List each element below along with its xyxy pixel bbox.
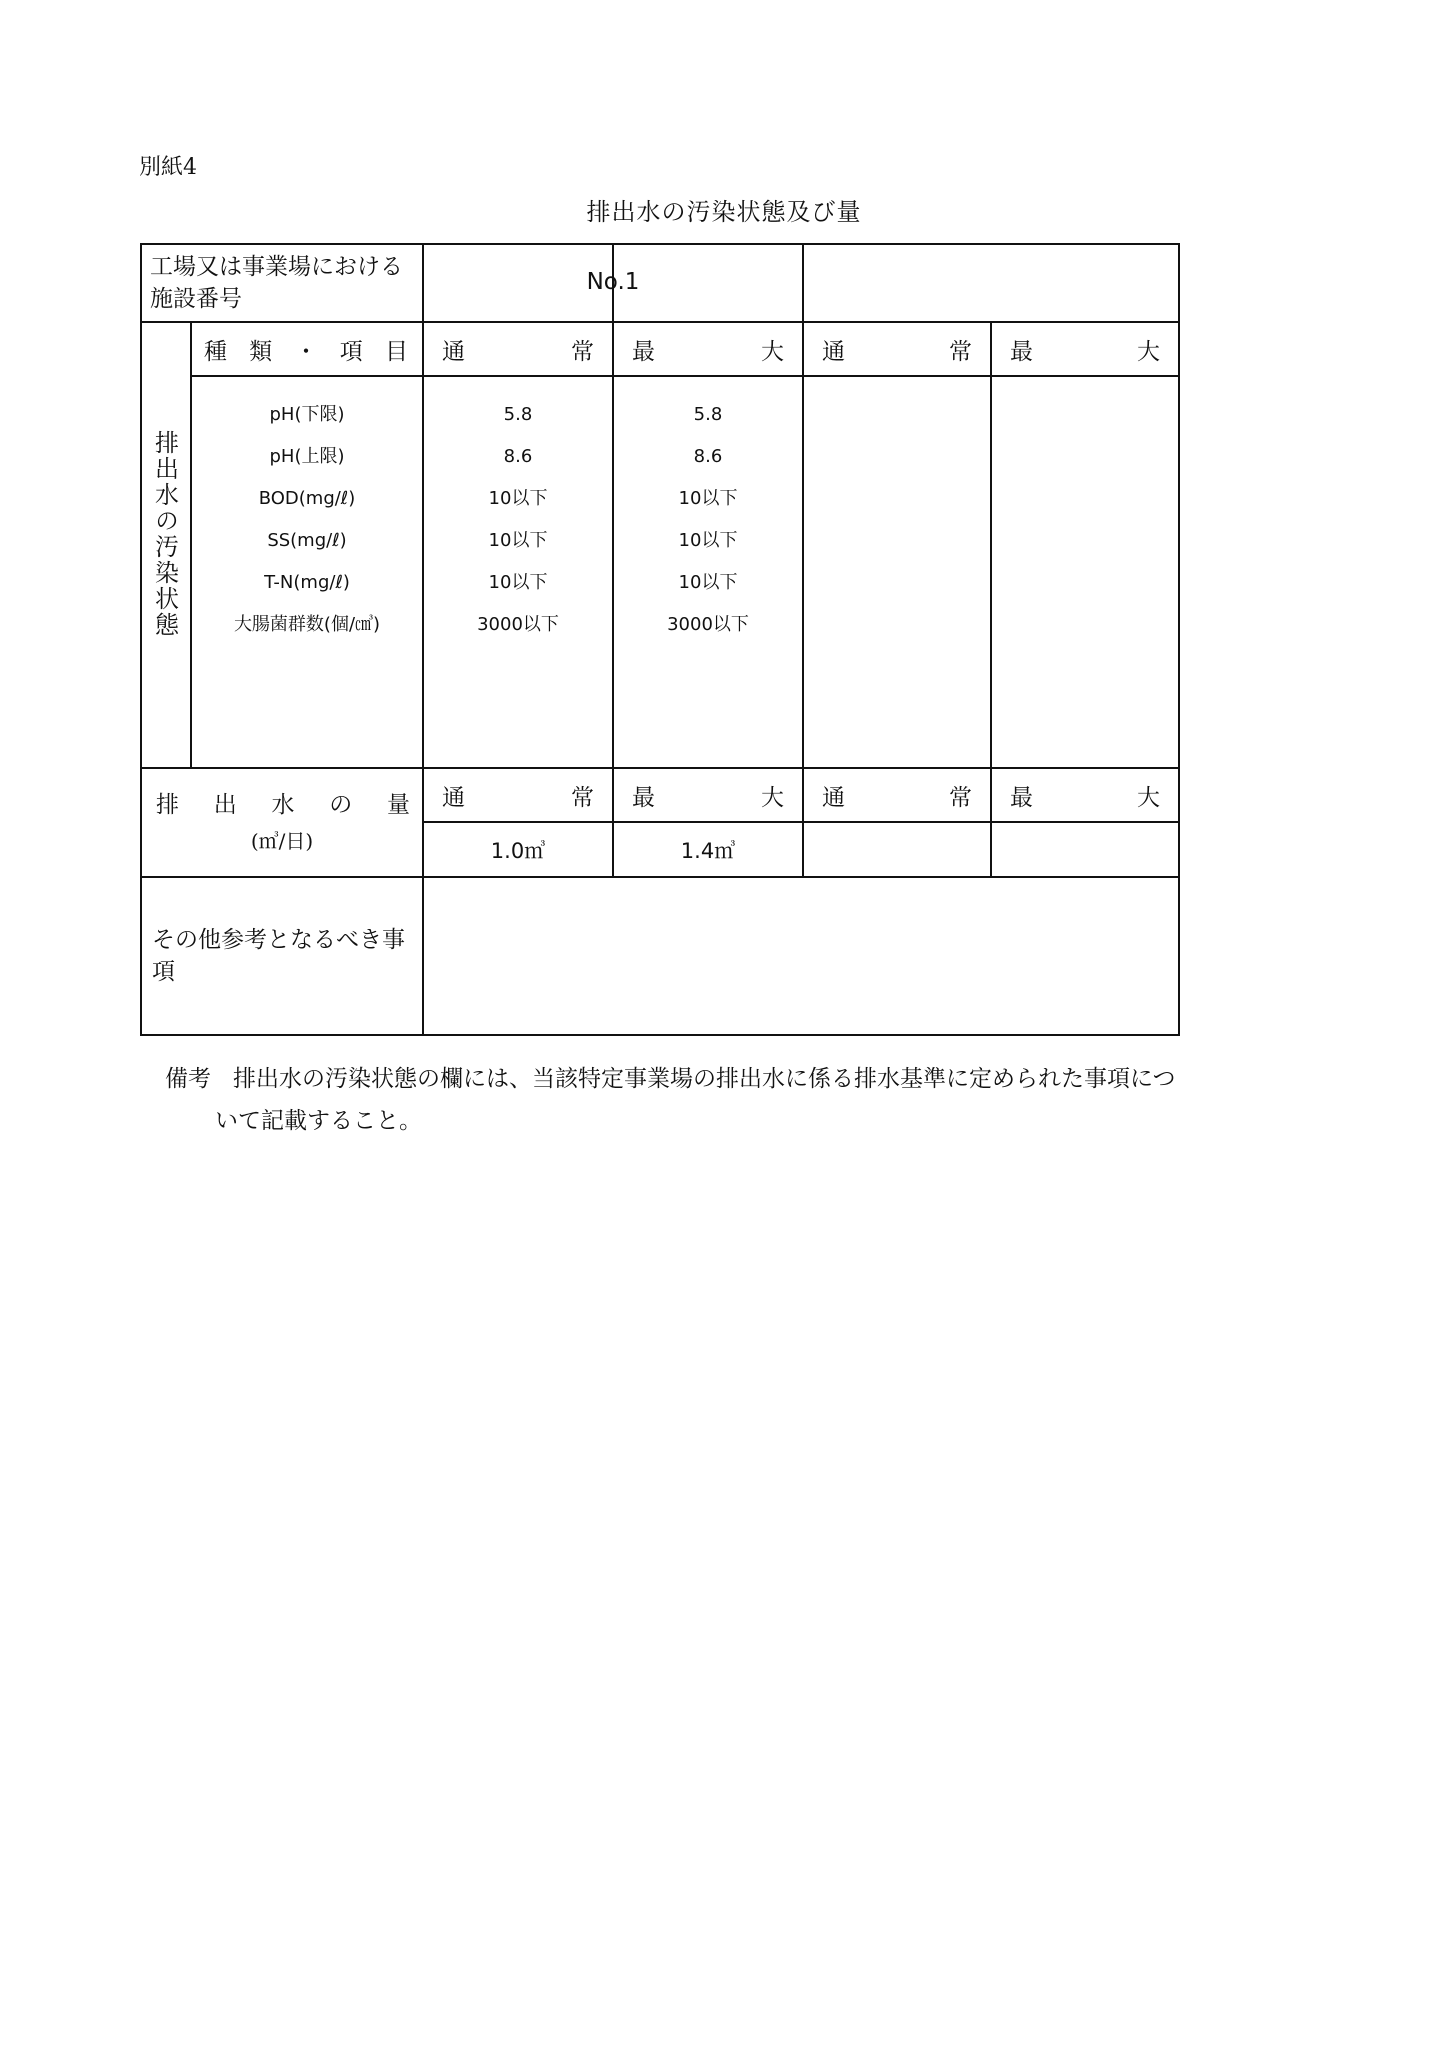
- document-title: 排出水の汚染状態及び量: [586, 198, 862, 226]
- facility-number: [424, 243, 802, 321]
- normal-header-char: 常: [949, 338, 972, 365]
- item-list: [192, 394, 422, 646]
- volume-normal-header-2: [804, 769, 990, 821]
- normal-value: 8.6: [503, 446, 533, 467]
- item-header-char: 目: [385, 338, 408, 365]
- volume-label-char: 出: [213, 792, 237, 818]
- normal-header-char: 常: [571, 338, 594, 365]
- pollution-section-label-text: 排出水の汚染状態: [150, 430, 179, 638]
- max-value: 5.8: [693, 404, 723, 425]
- note: [165, 1058, 1305, 1142]
- normal-value: 10以下: [488, 530, 548, 551]
- max-values: [614, 394, 802, 646]
- normal-value: 5.8: [503, 404, 533, 425]
- table-border: [1178, 243, 1180, 1036]
- normal-header-1: [424, 323, 612, 375]
- item-header-char: ・: [294, 338, 318, 365]
- max-value: 8.6: [693, 446, 723, 467]
- volume-normal-header-1: [424, 769, 612, 821]
- max-value: 10以下: [678, 488, 738, 509]
- form-table: [140, 243, 1180, 1036]
- facility-label-text: 工場又は事業場における施設番号: [150, 254, 403, 312]
- max-header-char: 大: [1137, 338, 1160, 365]
- volume-max-header-2: [992, 769, 1178, 821]
- normal-values: [424, 394, 612, 646]
- note-continuation: いて記載すること。: [215, 1108, 422, 1134]
- max-value: 10以下: [678, 530, 738, 551]
- normal-value: 3000以下: [477, 614, 559, 635]
- volume-max-header-1: [614, 769, 802, 821]
- normal-header-char: 通: [442, 784, 465, 811]
- max-header-char: 最: [1010, 784, 1033, 811]
- volume-label-char: の: [329, 792, 353, 818]
- volume-label: [142, 769, 422, 819]
- list-item: 大腸菌群数(個/㎤): [233, 614, 381, 635]
- other-value: [424, 878, 1178, 1034]
- note-text: 排出水の汚染状態の欄には、当該特定事業場の排出水に係る排水基準に定められた事項につ: [233, 1066, 1176, 1092]
- list-item: pH(下限): [269, 404, 345, 425]
- max-value: 3000以下: [667, 614, 749, 635]
- volume-unit-text: (㎥/日): [250, 828, 314, 853]
- attachment-label: 別紙4: [139, 155, 197, 180]
- volume-unit: [142, 819, 422, 859]
- normal-header-char: 常: [571, 784, 594, 811]
- volume-normal-text: 1.0㎥: [490, 838, 546, 863]
- table-border: [140, 1034, 1180, 1036]
- list-item: SS(mg/ℓ): [267, 530, 347, 551]
- volume-label-char: 排: [156, 792, 179, 818]
- volume-normal-value: [424, 823, 612, 876]
- item-header-char: 項: [339, 338, 363, 365]
- normal-header-char: 通: [442, 338, 465, 365]
- other-label: [152, 878, 417, 1034]
- list-item: pH(上限): [269, 446, 345, 467]
- normal-header-char: 常: [949, 784, 972, 811]
- facility-extra: [804, 243, 1178, 321]
- volume-max-text: 1.4㎥: [680, 838, 736, 863]
- normal-value: 10以下: [488, 572, 548, 593]
- max-header-char: 大: [761, 784, 784, 811]
- table-rule: [190, 375, 1180, 377]
- max-value: 10以下: [678, 572, 738, 593]
- max-header-char: 最: [632, 338, 655, 365]
- note-heading: 備考: [165, 1066, 211, 1092]
- normal-header-char: 通: [822, 338, 845, 365]
- list-item: T-N(mg/ℓ): [264, 572, 350, 593]
- volume-label-char: 量: [387, 792, 410, 818]
- normal-header-2: [804, 323, 990, 375]
- normal-header-char: 通: [822, 784, 845, 811]
- volume-max-value: [614, 823, 802, 876]
- max-header-char: 最: [632, 784, 655, 811]
- item-header-char: 種: [204, 338, 227, 365]
- facility-number-text: No.1: [586, 269, 640, 295]
- max-header-char: 大: [761, 338, 784, 365]
- max-header-char: 最: [1010, 338, 1033, 365]
- facility-label: [150, 247, 415, 319]
- normal-value: 10以下: [488, 488, 548, 509]
- item-header: [192, 323, 422, 375]
- pollution-section-label: [140, 325, 190, 715]
- max-header-2: [992, 323, 1178, 375]
- max-header-1: [614, 323, 802, 375]
- note-line: [165, 1058, 1305, 1100]
- item-header-char: 類: [249, 338, 273, 365]
- other-label-text: その他参考となるべき事項: [152, 927, 405, 985]
- list-item: BOD(mg/ℓ): [258, 488, 356, 509]
- max-header-char: 大: [1137, 784, 1160, 811]
- volume-label-char: 水: [271, 792, 295, 818]
